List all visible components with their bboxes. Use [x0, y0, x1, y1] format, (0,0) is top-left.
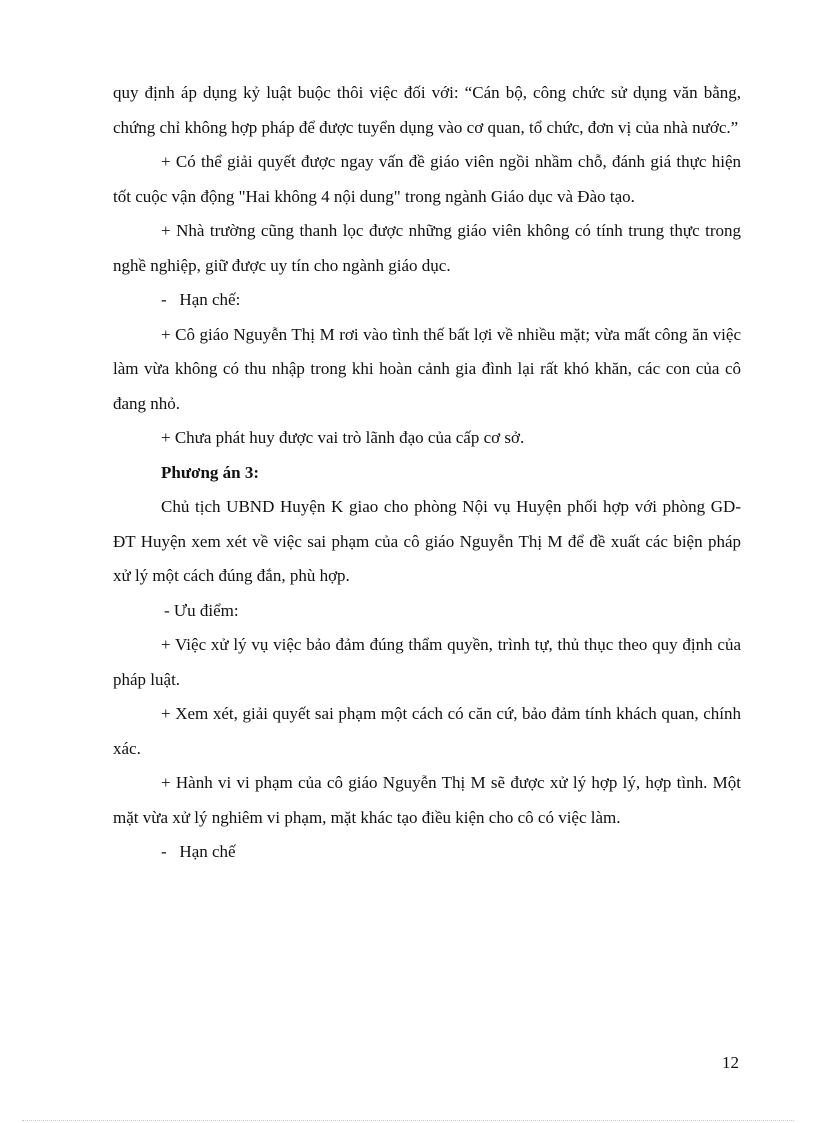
paragraph-option-3-advantage-3: + Hành vi vi phạm của cô giáo Nguyễn Thị M sẽ được xử lý hợp lý, hợp tình. Một mặt vừa xử lý nghiêm vi phạm, mặt khác tạo điều kiện cho cô có việc làm. [113, 773, 741, 827]
limitations-label-2: - Hạn chế [161, 842, 236, 861]
paragraph-limitation-2: + Chưa phát huy được vai trò lãnh đạo của cấp cơ sở. [161, 428, 525, 447]
page-number: 12 [722, 1053, 739, 1072]
paragraph-option-3-advantage-1: + Việc xử lý vụ việc bảo đảm đúng thẩm quyền, trình tự, thủ thục theo quy định của pháp luật. [113, 635, 741, 689]
paragraph-advantage-2: + Nhà trường cũng thanh lọc được những giáo viên không có tính trung thực trong nghề nghiệp, giữ được uy tín cho ngành giáo dục. [113, 221, 741, 275]
advantages-label: - Ưu điểm: [164, 600, 239, 620]
paragraph-option-3-description: Chủ tịch UBND Huyện K giao cho phòng Nội vụ Huyện phối hợp với phòng GD-ĐT Huyện xem xét về việc sai phạm của cô giáo Nguyễn Thị M để đề xuất các biện pháp xử lý một cách đúng đắn, phù hợp. [113, 497, 741, 585]
paragraph-limitation-1: + Cô giáo Nguyễn Thị M rơi vào tình thế bất lợi về nhiều mặt; vừa mất công ăn việc làm vừa không có thu nhập trong khi hoàn cảnh gia đình lại rất khó khăn, các con của cô đang nhỏ. [113, 324, 741, 413]
limitations-label: - Hạn chế: [161, 290, 241, 309]
paragraph-advantage-1: + Có thể giải quyết được ngay vấn đề giáo viên ngồi nhầm chỗ, đánh giá thực hiện tốt cuộc vận động "Hai không 4 nội dung" trong ngành Giáo dục và Đào tạo. [113, 152, 741, 206]
paragraph-option-3-advantage-2: + Xem xét, giải quyết sai phạm một cách có căn cứ, bảo đảm tính khách quan, chính xác. [113, 704, 741, 758]
section-heading-option-3: Phương án 3: [161, 462, 260, 482]
page-bottom-divider [22, 1120, 794, 1121]
paragraph-continuation: quy định áp dụng kỷ luật buộc thôi việc đối với: “Cán bộ, công chức sử dụng văn bằng, chứng chỉ không hợp pháp để được tuyển dụng vào cơ quan, tổ chức, đơn vị của nhà nước.” [113, 83, 741, 137]
document-body [113, 76, 741, 870]
